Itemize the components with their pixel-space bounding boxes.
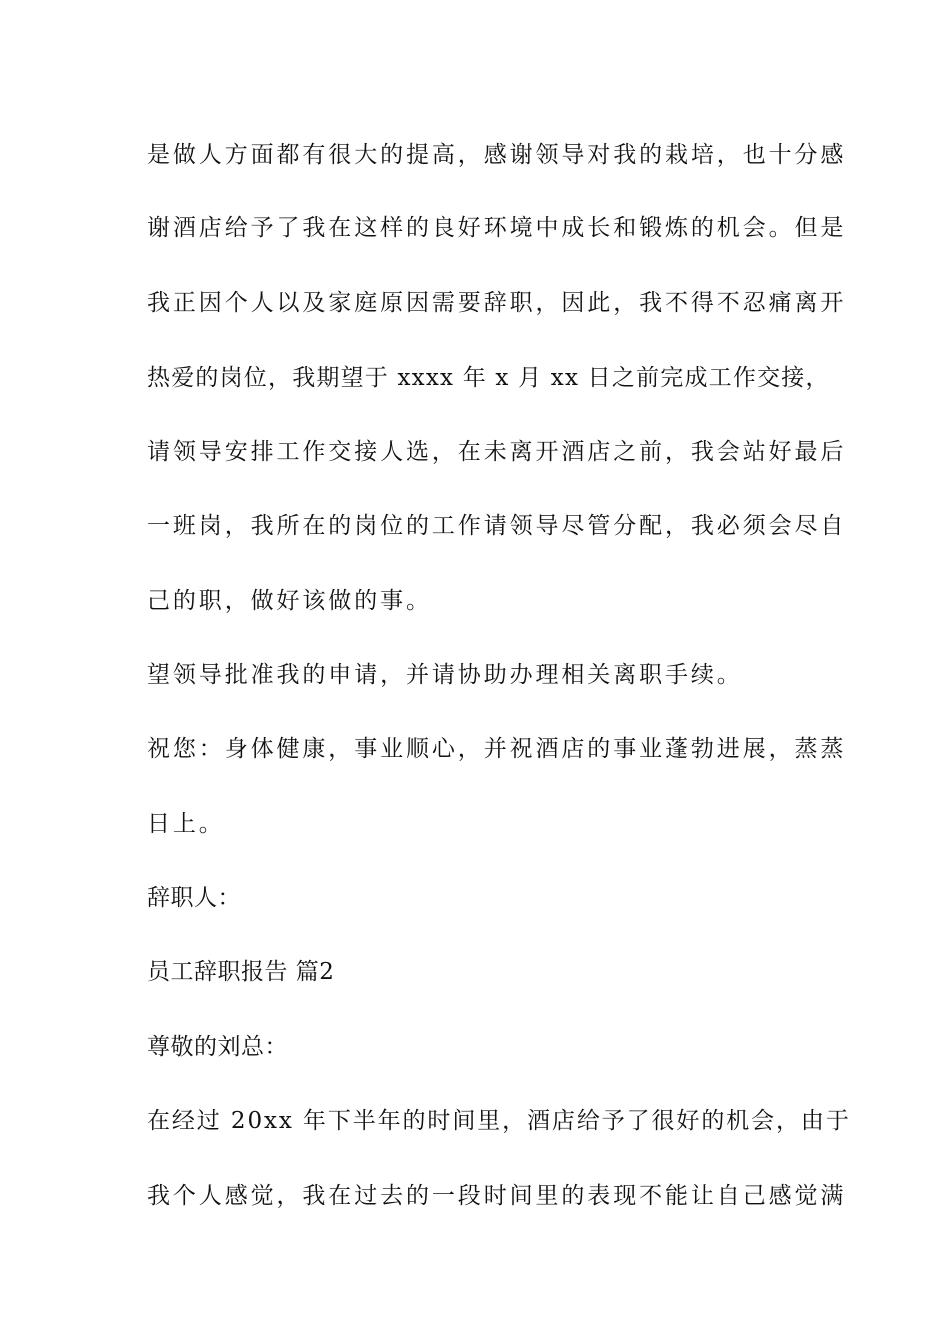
- body-text-line: 我个人感觉，我在过去的一段时间里的表现不能让自己感觉满: [147, 1183, 847, 1209]
- section-heading: 员工辞职报告 篇2: [147, 959, 335, 985]
- salutation: 尊敬的刘总：: [147, 1034, 288, 1060]
- body-text-line: 己的职，做好该做的事。: [147, 588, 432, 614]
- body-text-line: 谢酒店给予了我在这样的良好环境中成长和锻炼的机会。但是: [147, 215, 847, 241]
- body-text-line: 我正因个人以及家庭原因需要辞职，因此，我不得不忍痛离开: [147, 290, 847, 316]
- body-text-line: 望领导批准我的申请，并请协助办理相关离职手续。: [147, 662, 743, 688]
- signature-label: 辞职人：: [147, 885, 241, 911]
- body-text-line: 请领导安排工作交接人选，在未离开酒店之前，我会站好最后: [147, 439, 847, 465]
- body-text-line: 是做人方面都有很大的提高，感谢领导对我的栽培，也十分感: [147, 142, 847, 168]
- closing-wish-line: 祝您：身体健康，事业顺心，并祝酒店的事业蓬勃进展，蒸蒸: [147, 736, 847, 762]
- body-text-line: 在经过 20xx 年下半年的时间里，酒店给予了很好的机会，由于: [147, 1108, 851, 1134]
- body-text-line: 热爱的岗位，我期望于 xxxx 年 x 月 xx 日之前完成工作交接，: [147, 365, 830, 391]
- closing-wish-line: 日上。: [147, 811, 225, 837]
- body-text-line: 一班岗，我所在的岗位的工作请领导尽管分配，我必须会尽自: [147, 513, 847, 539]
